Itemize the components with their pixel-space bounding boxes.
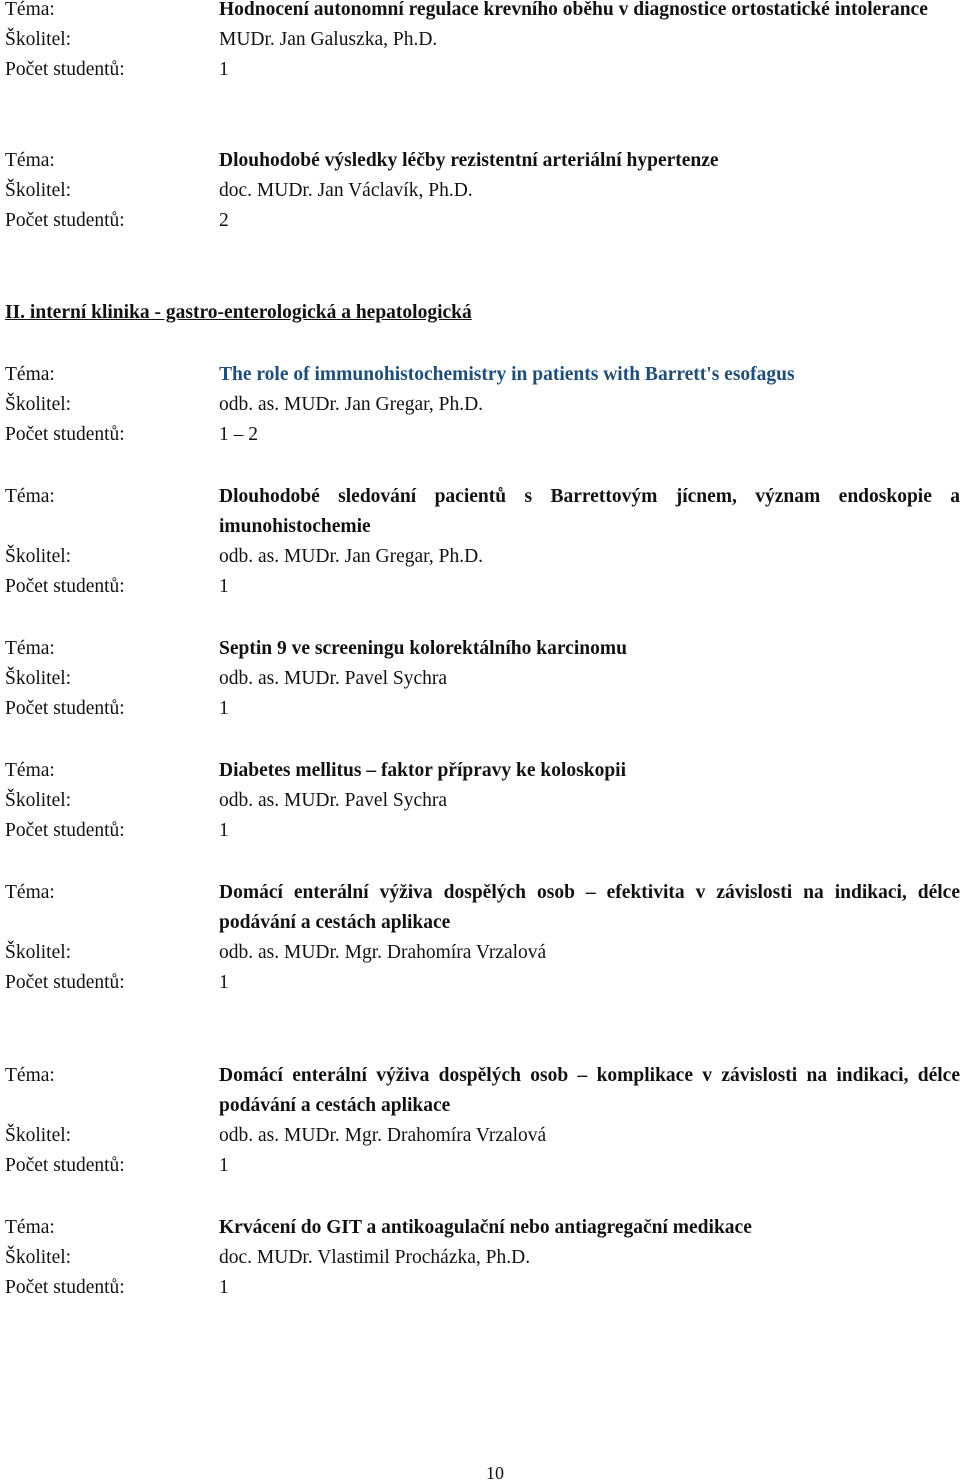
thesis-topic: Krvácení do GIT a antikoagulační nebo antiagregační medikace (219, 1217, 752, 1238)
skolitel-label: Školitel: (5, 1247, 72, 1268)
thesis-topic: Hodnocení autonomní regulace krevního oběhu v diagnostice ortostatické intolerance (219, 0, 928, 20)
supervisor: odb. as. MUDr. Pavel Sychra (219, 790, 448, 811)
student-count: 1 (219, 698, 229, 719)
skolitel-label: Školitel: (5, 546, 72, 567)
thesis-topic: Dlouhodobé výsledky léčby rezistentní arteriální hypertenze (219, 150, 719, 171)
tema-label: Téma: (5, 1217, 55, 1238)
thesis-topic: Diabetes mellitus – faktor přípravy ke koloskopii (219, 760, 626, 781)
section-heading: II. interní klinika - gastro-enterologická a hepatologická (5, 302, 472, 323)
supervisor: MUDr. Jan Galuszka, Ph.D. (219, 29, 438, 50)
thesis-entry (5, 878, 960, 998)
supervisor: odb. as. MUDr. Pavel Sychra (219, 668, 448, 689)
supervisor: odb. as. MUDr. Jan Gregar, Ph.D. (219, 394, 484, 415)
thesis-entry (5, 1061, 960, 1181)
thesis-entry (5, 0, 960, 85)
student-count: 1 (219, 1277, 229, 1298)
tema-label: Téma: (5, 364, 55, 385)
pocet-label: Počet studentů: (5, 698, 125, 719)
pocet-label: Počet studentů: (5, 576, 125, 597)
thesis-topic: The role of immunohistochemistry in patients with Barrett's esofagus (219, 364, 795, 385)
tema-label: Téma: (5, 0, 55, 20)
student-count: 1 (219, 59, 229, 80)
pocet-label: Počet studentů: (5, 1277, 125, 1298)
pocet-label: Počet studentů: (5, 59, 125, 80)
thesis-entry (5, 756, 960, 846)
supervisor: odb. as. MUDr. Mgr. Drahomíra Vrzalová (219, 1125, 547, 1146)
tema-label: Téma: (5, 638, 55, 659)
thesis-entry (5, 146, 960, 236)
supervisor: odb. as. MUDr. Jan Gregar, Ph.D. (219, 546, 484, 567)
student-count: 1 (219, 972, 229, 993)
thesis-entry (5, 1213, 960, 1303)
thesis-topic: Dlouhodobé sledování pacientů s Barrettovým jícnem, význam endoskopie a imunohistochemie (219, 486, 960, 537)
thesis-topic: Domácí enterální výživa dospělých osob – komplikace v závislosti na indikaci, délce podávání a cestách aplikace (219, 1065, 960, 1116)
thesis-entry (5, 360, 960, 450)
skolitel-label: Školitel: (5, 942, 72, 963)
skolitel-label: Školitel: (5, 180, 72, 201)
thesis-entry (5, 634, 960, 724)
skolitel-label: Školitel: (5, 1125, 72, 1146)
skolitel-label: Školitel: (5, 668, 72, 689)
pocet-label: Počet studentů: (5, 1155, 125, 1176)
thesis-topic: Septin 9 ve screeningu kolorektálního karcinomu (219, 638, 627, 659)
tema-label: Téma: (5, 760, 55, 781)
skolitel-label: Školitel: (5, 29, 72, 50)
tema-label: Téma: (5, 1065, 55, 1086)
student-count: 1 (219, 820, 229, 841)
student-count: 1 (219, 1155, 229, 1176)
pocet-label: Počet studentů: (5, 424, 125, 445)
pocet-label: Počet studentů: (5, 210, 125, 231)
supervisor: odb. as. MUDr. Mgr. Drahomíra Vrzalová (219, 942, 547, 963)
pocet-label: Počet studentů: (5, 820, 125, 841)
thesis-topic: Domácí enterální výživa dospělých osob – efektivita v závislosti na indikaci, délce podávání a cestách aplikace (219, 882, 960, 933)
supervisor: doc. MUDr. Vlastimil Procházka, Ph.D. (219, 1247, 531, 1268)
skolitel-label: Školitel: (5, 790, 72, 811)
tema-label: Téma: (5, 486, 55, 507)
page-number: 10 (486, 1463, 504, 1483)
skolitel-label: Školitel: (5, 394, 72, 415)
thesis-entry (5, 482, 960, 602)
supervisor: doc. MUDr. Jan Václavík, Ph.D. (219, 180, 473, 201)
student-count: 1 (219, 576, 229, 597)
tema-label: Téma: (5, 150, 55, 171)
tema-label: Téma: (5, 882, 55, 903)
student-count: 1 – 2 (219, 424, 258, 445)
pocet-label: Počet studentů: (5, 972, 125, 993)
student-count: 2 (219, 210, 229, 231)
